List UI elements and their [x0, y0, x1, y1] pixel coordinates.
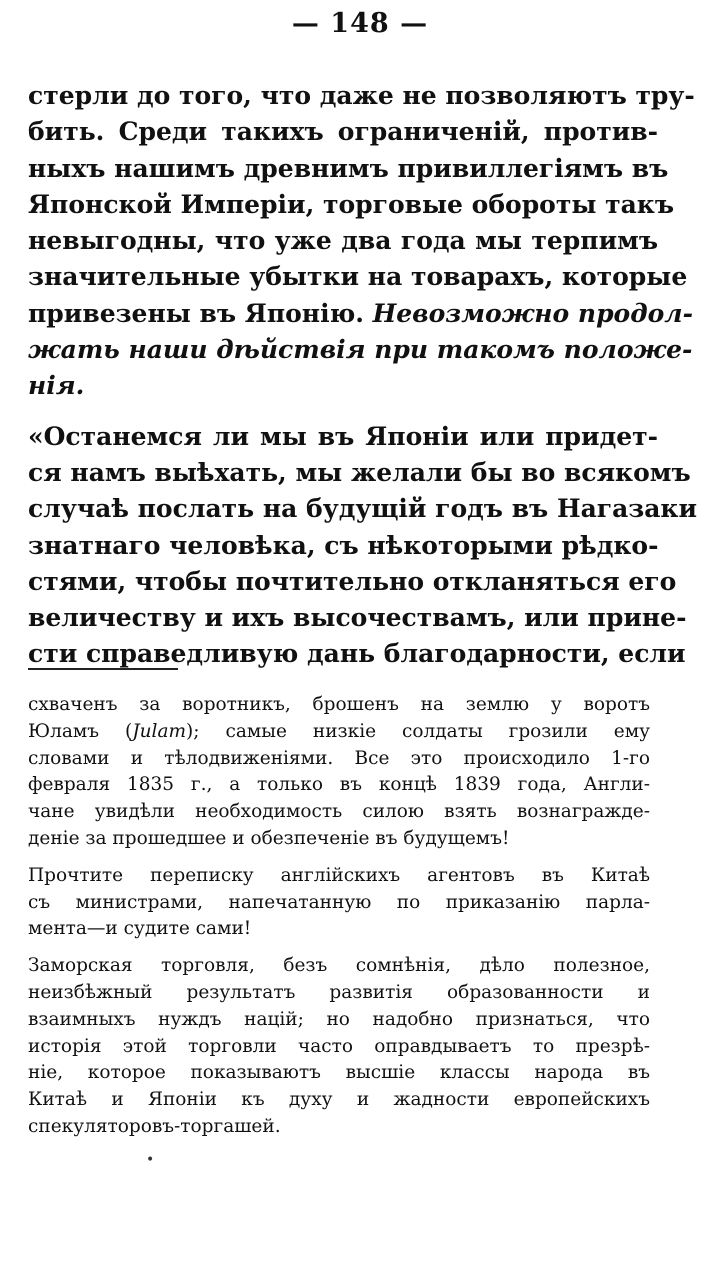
footnote-line: [28, 719, 650, 746]
page-number: — 148 —: [291, 8, 429, 39]
footnote-line: мента—и судите сами!: [28, 918, 252, 940]
italic-emphasis: Невозможно продол-: [372, 298, 693, 328]
main-text-block: [28, 78, 698, 673]
italic-emphasis: Julam: [132, 720, 187, 742]
footnote-line: чане увидѣли необходимость силою взять вознагражде-: [28, 801, 650, 823]
text-line: стями, чтобы почтительно откланяться его: [28, 566, 677, 596]
footnote-line: словами и тѣлодвиженіями. Все это происходило 1-го: [28, 747, 650, 769]
text-segment: Юламъ (: [28, 720, 133, 742]
footnote-line: спекуляторовъ-торгашей.: [28, 1115, 281, 1137]
footnote-line: схваченъ за воротникъ, брошенъ на землю у воротъ: [28, 694, 650, 715]
text-line: [28, 296, 693, 332]
italic-emphasis: жать наши дѣйствія при такомъ положе-: [28, 335, 693, 365]
footnote-line: Китаѣ и Японіи къ духу и жадности европейскихъ: [28, 1089, 650, 1111]
text-line: сти справедливую дань благодарности, если: [28, 639, 686, 669]
text-segment: привезены въ Японію.: [28, 298, 373, 328]
footnote-line: Заморская торговля, безъ сомнѣнія, дѣло полезное,: [28, 955, 650, 977]
text-line: стерли до того, что даже не позволяютъ тру-: [28, 81, 695, 110]
text-line: значительные убытки на товарахъ, которые: [28, 262, 688, 292]
text-line: бить. Среди такихъ ограниченій, против-: [28, 117, 658, 147]
footnote-line: февраля 1835 г., а только въ концѣ 1839 года, Англи-: [28, 774, 650, 796]
footnote-line: съ министрами, напечатанную по приказанію парла-: [28, 891, 650, 913]
text-line: [28, 332, 693, 368]
footnote-line: ніе, которое показываютъ высшіе классы народа въ: [28, 1062, 650, 1084]
footnote-line: деніе за прошедшее и обезпеченіе въ будущемъ!: [28, 827, 510, 849]
footnotes-block: [28, 692, 650, 1141]
footnote-line: исторія этой торговли часто оправдываетъ то презрѣ-: [28, 1035, 650, 1057]
italic-emphasis: нія.: [28, 371, 85, 401]
text-line: ся намъ выѣхать, мы желали бы во всякомъ: [28, 457, 691, 487]
text-line: знатнаго человѣка, съ нѣкоторыми рѣдко-: [28, 530, 659, 560]
footnote-divider: [28, 668, 178, 670]
text-line: случаѣ послать на будущій годъ въ Нагазаки: [28, 494, 698, 524]
text-line: [28, 368, 658, 404]
footnote-line: Прочтите переписку англійскихъ агентовъ въ Китаѣ: [28, 864, 650, 886]
footnote-line: взаимныхъ нуждъ націй; но надобно признаться, что: [28, 1008, 650, 1030]
text-line: невыгодны, что уже два года мы терпимъ: [28, 226, 658, 256]
text-line: величеству и ихъ высочествамъ, или прине-: [28, 603, 687, 633]
text-line: «Останемся ли мы въ Японіи или придет-: [28, 421, 658, 451]
ink-speck: •: [146, 1152, 155, 1168]
text-segment: ); самые низкіе солдаты грозили ему: [186, 720, 651, 742]
text-line: Японской Имперіи, торговые обороты такъ: [28, 189, 675, 219]
footnote-line: неизбѣжный результатъ развитія образованности и: [28, 981, 650, 1003]
text-line: ныхъ нашимъ древнимъ привиллегіямъ въ: [28, 153, 669, 183]
